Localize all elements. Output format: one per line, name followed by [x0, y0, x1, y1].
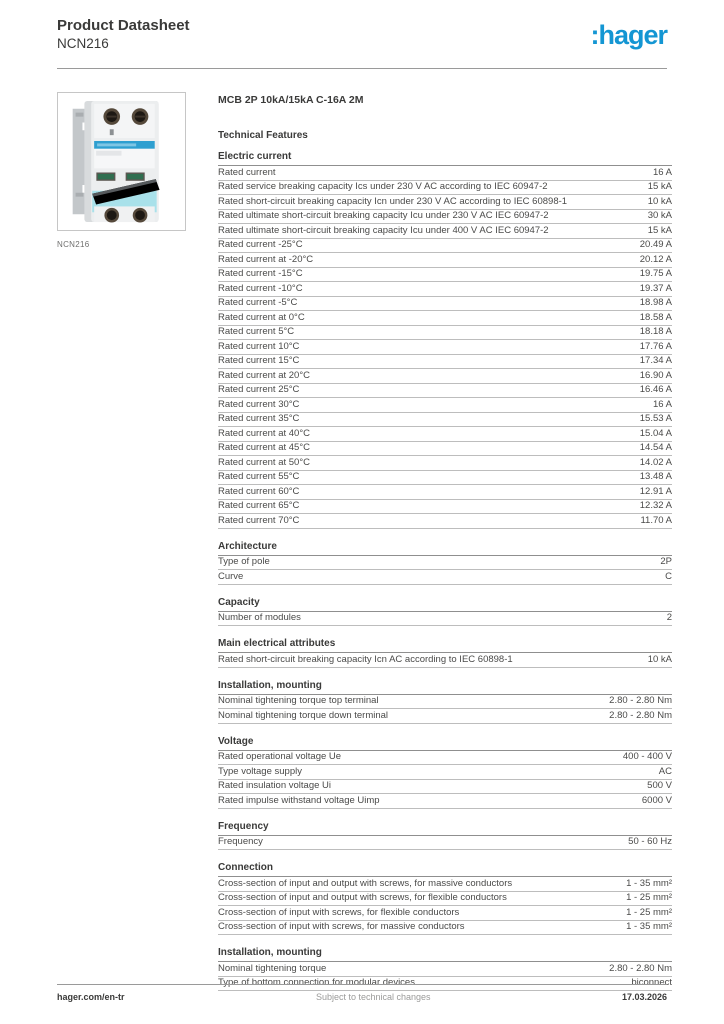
header-title-block — [57, 16, 190, 53]
spec-value: 15.04 A — [639, 427, 672, 439]
spec-label: Rated impulse withstand voltage Uimp — [218, 794, 380, 806]
spec-label: Curve — [218, 570, 244, 582]
spec-value: 2.80 - 2.80 Nm — [609, 709, 672, 721]
spec-label: Rated operational voltage Ue — [218, 751, 342, 762]
spec-row — [218, 413, 672, 428]
spec-value: 20.49 A — [639, 239, 672, 250]
spec-label: Type of bottom connection for modular devices — [218, 977, 415, 988]
section-heading: Capacity — [218, 597, 672, 612]
spec-label: Rated current -25°C — [218, 239, 303, 250]
spec-value: 16.46 A — [639, 384, 672, 395]
spec-row — [218, 751, 672, 766]
spec-label: Type voltage supply — [218, 765, 302, 777]
spec-label: Nominal tightening torque — [218, 962, 327, 974]
header-divider — [57, 68, 667, 69]
spec-value: 1 - 25 mm² — [626, 906, 672, 918]
product-image-caption: NCN216 — [57, 240, 90, 249]
spec-label: Nominal tightening torque down terminal — [218, 709, 389, 721]
spec-value: 1 - 35 mm² — [626, 921, 672, 932]
spec-label: Rated current -15°C — [218, 268, 303, 279]
spec-row — [218, 384, 672, 399]
spec-row — [218, 709, 672, 724]
spec-value: 19.37 A — [639, 282, 672, 294]
spec-label: Rated current 35°C — [218, 413, 300, 424]
spec-section — [218, 821, 672, 851]
spec-row — [218, 485, 672, 500]
spec-label: Rated current at 20°C — [218, 369, 310, 381]
spec-label: Cross-section of input with screws, for massive conductors — [218, 921, 465, 932]
spec-label: Number of modules — [218, 612, 301, 623]
footer-link[interactable]: hager.com/en-tr — [57, 992, 125, 1002]
spec-row — [218, 456, 672, 471]
spec-row — [218, 181, 672, 196]
spec-label: Rated short-circuit breaking capacity Icn under 230 V AC according to IEC 60898-1 — [218, 195, 568, 207]
spec-value: 2P — [660, 556, 672, 567]
spec-row — [218, 877, 672, 892]
content-area — [57, 92, 672, 991]
spec-value: 2.80 - 2.80 Nm — [609, 695, 672, 706]
spec-value: C — [665, 570, 672, 582]
page-title: Product Datasheet — [57, 17, 190, 34]
section-heading: Electric current — [218, 151, 672, 166]
spec-value: 16 A — [652, 166, 672, 178]
spec-row — [218, 268, 672, 283]
spec-label: Rated current at 45°C — [218, 442, 310, 453]
spec-value: 10 kA — [647, 653, 672, 665]
spec-value: 16.90 A — [639, 369, 672, 381]
spec-label: Nominal tightening torque top terminal — [218, 695, 379, 706]
spec-label: Rated current at 40°C — [218, 427, 310, 439]
spec-value: 18.98 A — [639, 297, 672, 308]
spec-value: 2 — [666, 612, 672, 623]
product-reference: NCN216 — [57, 36, 109, 51]
spec-label: Rated current 5°C — [218, 326, 295, 337]
footer-divider — [57, 984, 667, 985]
spec-value: 12.32 A — [639, 500, 672, 511]
section-heading: Architecture — [218, 541, 672, 556]
spec-label: Rated current 25°C — [218, 384, 300, 395]
spec-label: Cross-section of input with screws, for flexible conductors — [218, 906, 460, 918]
spec-label: Rated current 70°C — [218, 514, 300, 526]
spec-label: Rated ultimate short-circuit breaking capacity Icu under 230 V AC IEC 60947-2 — [218, 210, 549, 221]
spec-label: Cross-section of input and output with screws, for massive conductors — [218, 877, 513, 889]
spec-row — [218, 556, 672, 571]
spec-label: Rated current at 0°C — [218, 311, 305, 323]
spec-row — [218, 297, 672, 312]
spec-sections — [218, 151, 672, 991]
spec-value: 6000 V — [641, 794, 672, 806]
spec-row — [218, 695, 672, 710]
spec-value: 1 - 35 mm² — [626, 877, 672, 889]
spec-row — [218, 239, 672, 254]
spec-row — [218, 500, 672, 515]
spec-row — [218, 765, 672, 780]
spec-value: 17.34 A — [639, 355, 672, 366]
spec-value: 11.70 A — [640, 514, 672, 526]
spec-row — [218, 612, 672, 627]
spec-row — [218, 653, 672, 668]
spec-row — [218, 442, 672, 457]
spec-value: 20.12 A — [639, 253, 672, 265]
spec-row — [218, 570, 672, 585]
spec-value: 19.75 A — [639, 268, 672, 279]
spec-value: 500 V — [647, 780, 672, 791]
specs-column — [218, 92, 672, 991]
spec-section — [218, 862, 672, 935]
spec-value: 30 kA — [647, 210, 672, 221]
spec-row — [218, 906, 672, 921]
spec-value: 400 - 400 V — [622, 751, 672, 762]
section-heading: Frequency — [218, 821, 672, 836]
spec-row — [218, 253, 672, 268]
section-heading: Main electrical attributes — [218, 638, 672, 653]
section-heading: Installation, mounting — [218, 947, 672, 962]
spec-row — [218, 355, 672, 370]
spec-value: 14.02 A — [639, 456, 672, 468]
spec-label: Rated current at 50°C — [218, 456, 310, 468]
spec-row — [218, 210, 672, 225]
spec-row — [218, 398, 672, 413]
spec-row — [218, 340, 672, 355]
spec-value: 12.91 A — [639, 485, 672, 497]
spec-row — [218, 794, 672, 809]
spec-row — [218, 892, 672, 907]
spec-label: Rated current 10°C — [218, 340, 300, 352]
page-footer — [57, 992, 667, 1002]
spec-label: Cross-section of input and output with screws, for flexible conductors — [218, 892, 507, 903]
spec-row — [218, 195, 672, 210]
spec-label: Rated short-circuit breaking capacity Icn AC according to IEC 60898-1 — [218, 653, 513, 665]
spec-value: 18.18 A — [639, 326, 672, 337]
spec-row — [218, 369, 672, 384]
spec-value: 1 - 25 mm² — [626, 892, 672, 903]
page-header — [57, 16, 667, 53]
section-heading: Connection — [218, 862, 672, 877]
spec-label: Rated ultimate short-circuit breaking capacity Icu under 400 V AC IEC 60947-2 — [218, 224, 549, 236]
spec-row — [218, 282, 672, 297]
spec-row — [218, 780, 672, 795]
footer-date: 17.03.2026 — [621, 992, 667, 1002]
spec-label: Rated current 15°C — [218, 355, 300, 366]
section-heading: Voltage — [218, 736, 672, 751]
technical-features-heading: Technical Features — [218, 130, 308, 141]
spec-label: Rated current — [218, 166, 276, 178]
spec-value: 15.53 A — [639, 413, 672, 424]
spec-row — [218, 427, 672, 442]
spec-section — [218, 638, 672, 668]
spec-row — [218, 921, 672, 936]
spec-label: Rated current 65°C — [218, 500, 300, 511]
spec-value: 10 kA — [647, 195, 672, 207]
spec-value: 16 A — [652, 398, 672, 410]
spec-section — [218, 541, 672, 585]
spec-row — [218, 311, 672, 326]
spec-value: 13.48 A — [639, 471, 672, 482]
spec-row — [218, 471, 672, 486]
product-image — [66, 99, 177, 224]
product-image-frame — [57, 92, 186, 231]
spec-value: 2.80 - 2.80 Nm — [609, 962, 672, 974]
section-heading: Installation, mounting — [218, 680, 672, 695]
spec-label: Rated service breaking capacity Ics under 230 V AC according to IEC 60947-2 — [218, 181, 548, 192]
spec-row — [218, 962, 672, 977]
spec-label: Rated current 55°C — [218, 471, 300, 482]
spec-value: 50 - 60 Hz — [628, 836, 672, 847]
spec-value: 17.76 A — [639, 340, 672, 352]
product-title: MCB 2P 10kA/15kA C-16A 2M — [218, 94, 364, 106]
spec-value: AC — [658, 765, 672, 777]
spec-row — [218, 224, 672, 239]
spec-value: 15 kA — [647, 224, 672, 236]
spec-value: biconnect — [631, 977, 672, 988]
spec-label: Rated current -5°C — [218, 297, 298, 308]
spec-label: Type of pole — [218, 556, 270, 567]
spec-label: Rated current -10°C — [218, 282, 303, 294]
spec-label: Rated insulation voltage Ui — [218, 780, 332, 791]
spec-section — [218, 736, 672, 809]
product-column — [57, 92, 186, 991]
spec-value: 15 kA — [647, 181, 672, 192]
spec-row — [218, 836, 672, 851]
footer-notice: Subject to technical changes — [315, 992, 431, 1002]
spec-label: Frequency — [218, 836, 263, 847]
spec-row — [218, 514, 672, 529]
spec-value: 14.54 A — [639, 442, 672, 453]
spec-value: 18.58 A — [639, 311, 672, 323]
spec-section — [218, 597, 672, 627]
spec-row — [218, 326, 672, 341]
spec-label: Rated current 30°C — [218, 398, 300, 410]
spec-section — [218, 151, 672, 529]
spec-section — [218, 680, 672, 724]
hager-logo: :hager — [590, 20, 667, 50]
spec-row — [218, 166, 672, 181]
spec-label: Rated current at -20°C — [218, 253, 314, 265]
spec-label: Rated current 60°C — [218, 485, 300, 497]
